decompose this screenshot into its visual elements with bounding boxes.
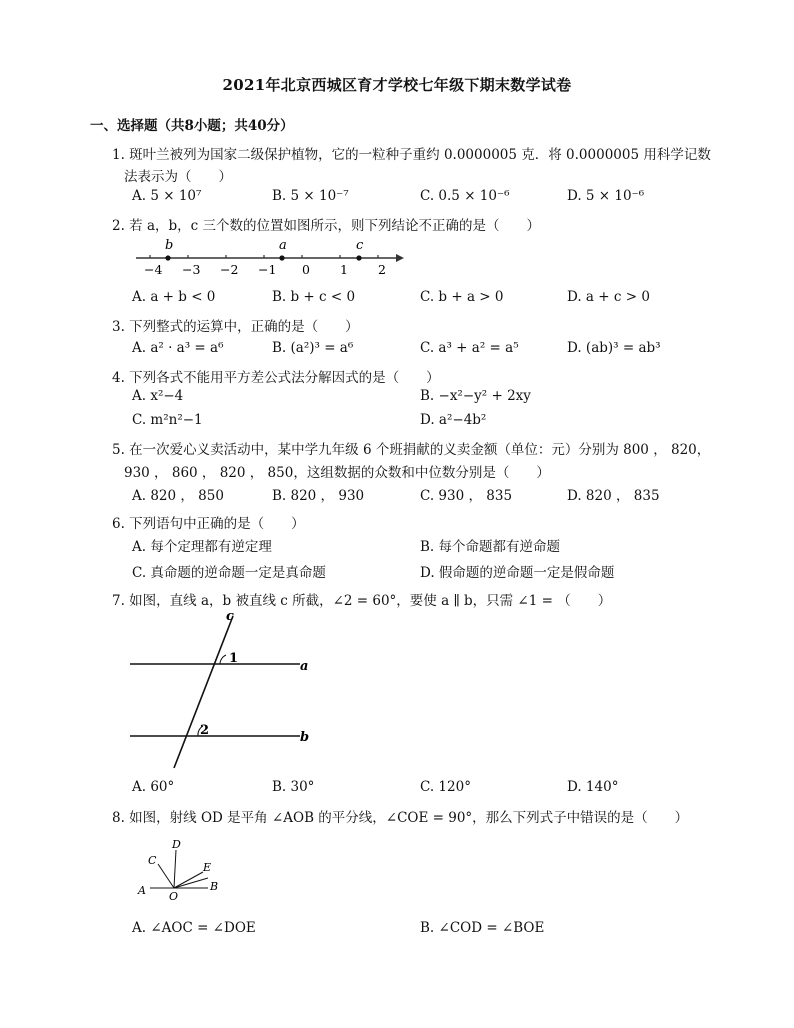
angle-1-arc [220, 655, 226, 664]
q5-stem-line1: 5. 在一次爱心义卖活动中，某中学九年级 6 个班捐献的义卖金额（单位：元）分别为 800 ， 820， [112, 442, 711, 458]
q3-option-a: A. a² · a³ = a⁶ [132, 340, 224, 356]
rays-figure [136, 838, 246, 908]
q4-option-b: B. −x²−y² + 2xy [420, 388, 531, 404]
tick-label-neg2: −2 [220, 262, 239, 277]
q7-option-d: D. 140° [567, 779, 619, 795]
point-c [356, 255, 361, 260]
ray-oc [158, 864, 174, 888]
ray-ob [174, 878, 208, 888]
label-angle-2: 2 [200, 723, 210, 738]
q2-option-a: A. a + b < 0 [132, 289, 216, 305]
q1-stem-line1: 1. 斑叶兰被列为国家二级保护植物，它的一粒种子重约 0.0000005 克．将 0.0000005 用科学记数 [112, 147, 711, 163]
ray-oe [174, 872, 203, 888]
q5-option-b: B. 820 ， 930 [272, 488, 365, 504]
page-title: 2021年北京西城区育才学校七年级下期末数学试卷 [222, 76, 572, 94]
label-b: b [165, 238, 174, 253]
label-D: D [172, 838, 181, 851]
label-B: B [210, 880, 219, 893]
q1-option-a: A. 5 × 10⁷ [132, 188, 202, 204]
q2-option-c: C. b + a > 0 [420, 289, 504, 305]
tick-label-neg4: −4 [144, 262, 163, 277]
section-heading: 一、选择题（共8小题；共40分） [90, 118, 294, 134]
tick-label-1: 1 [340, 262, 348, 277]
point-a [279, 255, 284, 260]
number-line-figure [134, 236, 404, 280]
q3-option-c: C. a³ + a² = a⁵ [420, 340, 519, 356]
tick-label-2: 2 [378, 262, 386, 277]
q5-option-a: A. 820 ， 850 [132, 488, 224, 504]
label-c: c [356, 238, 364, 253]
label-angle-1: 1 [229, 651, 239, 666]
line-c [174, 616, 233, 768]
q4-stem: 4. 下列各式不能用平方差公式法分解因式的是（ ） [112, 370, 440, 386]
q7-stem: 7. 如图，直线 a，b 被直线 c 所截，∠2 = 60°，要使 a ∥ b，只需 ∠1 = （ ） [112, 593, 612, 609]
tick-label-neg1: −1 [258, 262, 277, 277]
tick-label-0: 0 [302, 262, 310, 277]
label-b: b [300, 730, 310, 745]
q2-option-b: B. b + c < 0 [272, 289, 356, 305]
q1-option-b: B. 5 × 10⁻⁷ [272, 188, 349, 204]
q8-option-a: A. ∠AOC = ∠DOE [132, 920, 256, 936]
q3-option-b: B. (a²)³ = a⁶ [272, 340, 354, 356]
tick-label-neg3: −3 [182, 262, 201, 277]
q6-option-a: A. 每个定理都有逆定理 [132, 539, 272, 555]
q6-option-c: C. 真命题的逆命题一定是真命题 [132, 565, 326, 581]
q4-option-a: A. x²−4 [132, 388, 184, 404]
q8-stem: 8. 如图，射线 OD 是平角 ∠AOB 的平分线，∠COE = 90°，那么下列式子中错误的是（ ） [112, 810, 689, 826]
q1-option-d: D. 5 × 10⁻⁶ [567, 188, 645, 204]
ray-od [174, 850, 176, 888]
q7-option-b: B. 30° [272, 779, 315, 795]
q4-option-c: C. m²n²−1 [132, 412, 203, 428]
q5-option-c: C. 930 ， 835 [420, 488, 513, 504]
label-A: A [138, 884, 146, 897]
q3-option-d: D. (ab)³ = ab³ [567, 340, 661, 356]
q6-option-d: D. 假命题的逆命题一定是假命题 [420, 565, 615, 581]
parallel-lines-figure [128, 610, 328, 770]
q5-stem-line2: 930 ， 860 ， 820 ， 850，这组数据的众数和中位数分别是（ ） [124, 465, 550, 481]
q3-stem: 3. 下列整式的运算中，正确的是（ ） [112, 319, 359, 335]
label-a: a [300, 659, 309, 674]
q8-option-b: B. ∠COD = ∠BOE [420, 920, 545, 936]
q1-stem-line2: 法表示为（ ） [124, 169, 232, 185]
q7-option-c: C. 120° [420, 779, 471, 795]
label-c: c [226, 609, 234, 624]
label-O: O [169, 890, 179, 903]
label-C: C [148, 854, 157, 867]
q2-stem: 2. 若 a，b，c 三个数的位置如图所示，则下列结论不正确的是（ ） [112, 218, 541, 234]
q2-option-d: D. a + c > 0 [567, 289, 650, 305]
q4-option-d: D. a²−4b² [420, 412, 487, 428]
q7-option-a: A. 60° [132, 779, 175, 795]
q6-stem: 6. 下列语句中正确的是（ ） [112, 516, 305, 532]
q1-option-c: C. 0.5 × 10⁻⁶ [420, 188, 510, 204]
label-a: a [279, 238, 287, 253]
number-line-arrow [396, 254, 404, 262]
point-b [165, 255, 170, 260]
label-E: E [203, 861, 212, 874]
q5-option-d: D. 820 ， 835 [567, 488, 660, 504]
q6-option-b: B. 每个命题都有逆命题 [420, 539, 561, 555]
